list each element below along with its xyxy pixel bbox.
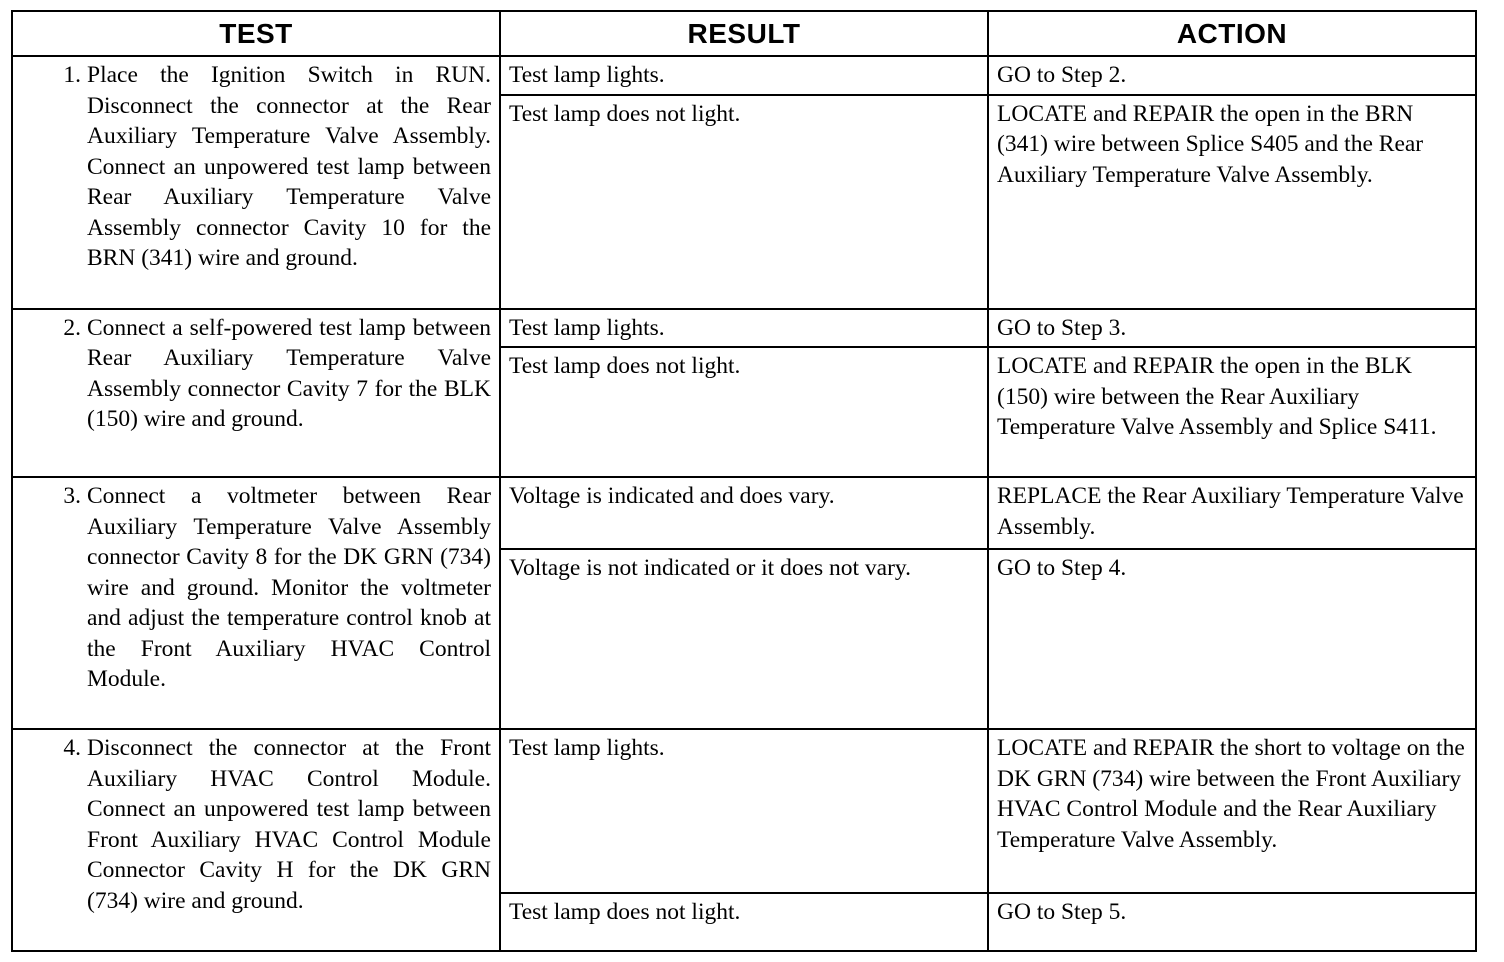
result-cell: Test lamp does not light. [500,893,988,951]
action-cell: REPLACE the Rear Auxiliary Temperature Valve Assembly. [988,477,1476,549]
table-row [12,56,1476,95]
header-result: RESULT [500,11,988,56]
test-cell-step-2 [12,309,500,478]
test-cell-step-3 [12,477,500,729]
action-cell: LOCATE and REPAIR the open in the BRN (341) wire between Splice S405 and the Rear Auxiliary Temperature Valve Assembly. [988,95,1476,309]
table-row [12,477,1476,549]
step-number: 3. [63,483,81,509]
result-cell: Voltage is not indicated or it does not vary. [500,549,988,729]
action-cell: LOCATE and REPAIR the short to voltage on the DK GRN (734) wire between the Front Auxiliary HVAC Control Module and the Rear Auxiliary Temperature Valve Assembly. [988,729,1476,893]
step-number: 4. [63,735,81,761]
action-cell: GO to Step 2. [988,56,1476,95]
table-row [12,729,1476,893]
result-cell: Test lamp does not light. [500,347,988,477]
action-cell: GO to Step 5. [988,893,1476,951]
action-cell: GO to Step 4. [988,549,1476,729]
step-number: 2. [63,314,81,341]
table-row [12,309,1476,348]
action-cell: LOCATE and REPAIR the open in the BLK (150) wire between the Rear Auxiliary Temperature Valve Assembly and Splice S411. [988,347,1476,477]
header-action: ACTION [988,11,1476,56]
test-description: Connect a voltmeter between Rear Auxiliary Temperature Valve Assembly connector Cavity 8 for the DK GRN (734) wire and ground. Monitor the voltmeter and adjust the temperature control knob at the Front Auxiliary HVAC Control Module. [87,483,491,692]
result-cell: Test lamp lights. [500,56,988,95]
test-cell-step-4 [12,729,500,951]
header-row [12,11,1476,56]
result-cell: Test lamp lights. [500,309,988,348]
result-cell: Test lamp does not light. [500,95,988,309]
test-cell-step-1 [12,56,500,309]
header-test: TEST [12,11,500,56]
result-cell: Test lamp lights. [500,729,988,893]
test-description: Place the Ignition Switch in RUN. Disconnect the connector at the Rear Auxiliary Temperature Valve Assembly. Connect an unpowered test lamp between Rear Auxiliary Temperature Valve Assembly connector Cavity 10 for the BRN (341) wire and ground. [87,62,491,271]
result-cell: Voltage is indicated and does vary. [500,477,988,549]
diagnostic-table [11,10,1477,952]
test-description: Connect a self-powered test lamp between Rear Auxiliary Temperature Valve Assembly connector Cavity 7 for the BLK (150) wire and ground. [87,314,491,432]
action-cell: GO to Step 3. [988,309,1476,348]
step-number: 1. [63,62,81,88]
test-description: Disconnect the connector at the Front Auxiliary HVAC Control Module. Connect an unpowered test lamp between Front Auxiliary HVAC Control Module Connector Cavity H for the DK GRN (734) wire and ground. [87,735,491,914]
